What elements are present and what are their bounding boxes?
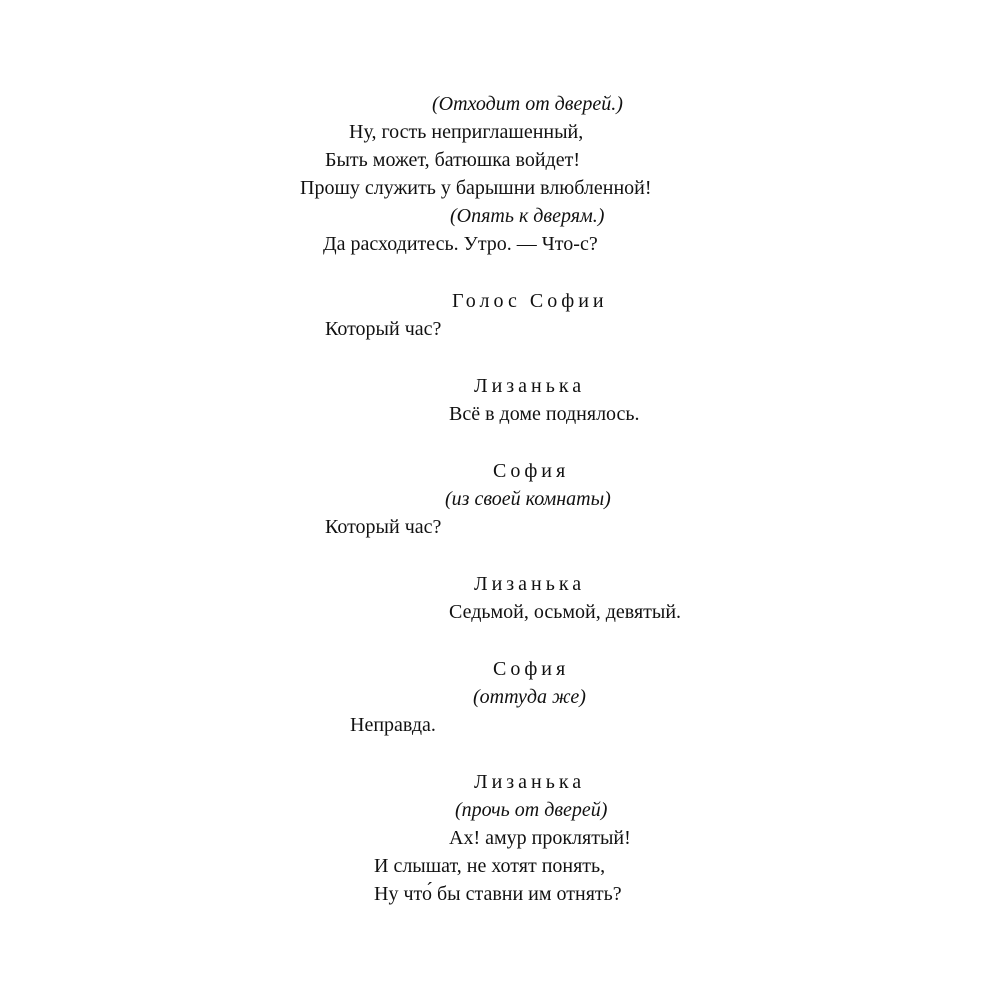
stage-direction: (Опять к дверям.) [450, 205, 605, 227]
speaker-name: София [493, 460, 570, 482]
verse-line: Ах! амур проклятый! [449, 827, 631, 849]
speaker-name: Лизанька [474, 573, 586, 595]
speaker-name: Лизанька [474, 375, 586, 397]
verse-line: Всё в доме поднялось. [449, 403, 640, 425]
verse-line: Ну, гость неприглашенный, [349, 121, 584, 143]
verse-line: Который час? [325, 516, 442, 538]
verse-line: Быть может, батюшка войдет! [325, 149, 580, 171]
speaker-name: Лизанька [474, 771, 586, 793]
speaker-name: София [493, 658, 570, 680]
verse-line: Седьмой, осьмой, девятый. [449, 601, 682, 623]
speaker-name: Голос Софии [452, 290, 608, 312]
stage-direction: (прочь от дверей) [455, 799, 608, 821]
verse-line: Прошу служить у барышни влюбленной! [300, 177, 652, 199]
stage-direction: (Отходит от дверей.) [432, 93, 623, 115]
stage-direction: (оттуда же) [473, 686, 586, 708]
verse-line: Ну что́ бы ставни им отнять? [374, 883, 622, 905]
verse-line: Неправда. [350, 714, 436, 736]
verse-line: И слышат, не хотят понять, [374, 855, 606, 877]
verse-line: Который час? [325, 318, 442, 340]
verse-line: Да расходитесь. Утро. — Что-с? [323, 233, 598, 255]
stage-direction: (из своей комнаты) [445, 488, 611, 510]
